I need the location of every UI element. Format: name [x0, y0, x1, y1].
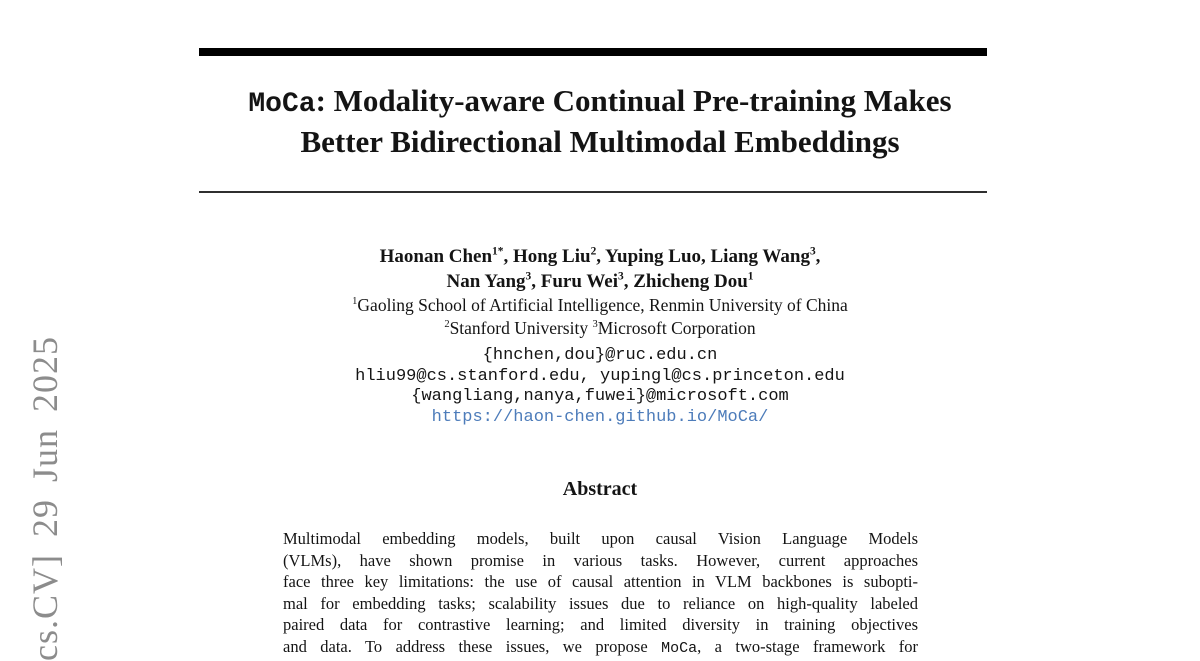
- affiliation-mark: 1: [352, 296, 358, 308]
- affiliation-text: Stanford University: [449, 317, 593, 338]
- author-affiliation-mark: 1*: [492, 245, 504, 258]
- abstract-line: (VLMs), have shown promise in various tasks. However, current approaches: [283, 550, 918, 570]
- title-rule-bottom: [199, 191, 987, 193]
- abstract-line-partial: [283, 636, 918, 660]
- arxiv-watermark: cs.CV] 29 Jun 2025: [25, 336, 65, 661]
- project-url-line: [150, 408, 1050, 429]
- abstract-line: face three key limitations: the use of causal attention in VLM backbones is subopti-: [283, 572, 918, 592]
- authors-line-2: [150, 269, 1050, 294]
- affiliation-mark: 2: [444, 318, 450, 330]
- title-rule-top: [199, 48, 987, 56]
- affiliation-line-2: [150, 317, 1050, 340]
- abstract-text: , a two-stage framework for: [697, 636, 918, 656]
- email-line-2: hliu99@cs.stanford.edu, yupingl@cs.princeton.edu: [355, 366, 845, 386]
- abstract-text: and data. To address these issues, we propose: [283, 636, 662, 656]
- authors-line-1: [150, 244, 1050, 269]
- abstract-line: mal for embedding tasks; scalability issues due to reliance on high-quality labeled: [283, 593, 918, 613]
- title-line1-rest: : Modality-aware Continual Pre-training Makes: [315, 83, 952, 118]
- contact-block: [150, 346, 1050, 428]
- author-affiliation-mark: 1: [747, 270, 754, 283]
- author-affiliation-mark: 3: [809, 245, 816, 258]
- abstract-heading: Abstract: [562, 478, 638, 500]
- affiliation-line-1: [150, 294, 1050, 317]
- title-moca-code: MoCa: [248, 89, 316, 120]
- email-line-3: {wangliang,nanya,fuwei}@microsoft.com: [411, 387, 789, 406]
- project-url-link[interactable]: https://haon-chen.github.io/MoCa/: [431, 407, 769, 427]
- author-affiliation-mark: 3: [525, 270, 532, 283]
- author-name: , Yuping Luo, Liang Wang: [596, 246, 810, 267]
- affiliation-text: Microsoft Corporation: [597, 317, 756, 338]
- author-separator: ,: [815, 246, 821, 267]
- author-affiliation-mark: 2: [590, 245, 597, 258]
- author-affiliation-mark: 3: [618, 270, 624, 283]
- affiliation-text: Gaoling School of Artificial Intelligence, Renmin University of China: [357, 295, 848, 315]
- paper-title: [148, 82, 1052, 160]
- author-name: Haonan Chen: [379, 246, 493, 267]
- author-name: Nan Yang: [446, 271, 526, 292]
- email-line-1: {hnchen,dou}@ruc.edu.cn: [482, 346, 718, 365]
- author-name: , Zhicheng Dou: [623, 271, 748, 292]
- affiliation-mark: 3: [592, 318, 598, 330]
- author-block: [150, 244, 1050, 428]
- title-line2: Better Bidirectional Multimodal Embeddings: [300, 124, 900, 159]
- abstract-line: paired data for contrastive learning; and limited diversity in training objectives: [283, 615, 918, 635]
- author-name: , Furu Wei: [531, 271, 618, 292]
- abstract-line: Multimodal embedding models, built upon causal Vision Language Models: [283, 529, 918, 548]
- author-name: , Hong Liu: [503, 246, 591, 267]
- abstract-paragraph: [283, 528, 918, 660]
- abstract-moca-code: MoCa: [661, 639, 698, 657]
